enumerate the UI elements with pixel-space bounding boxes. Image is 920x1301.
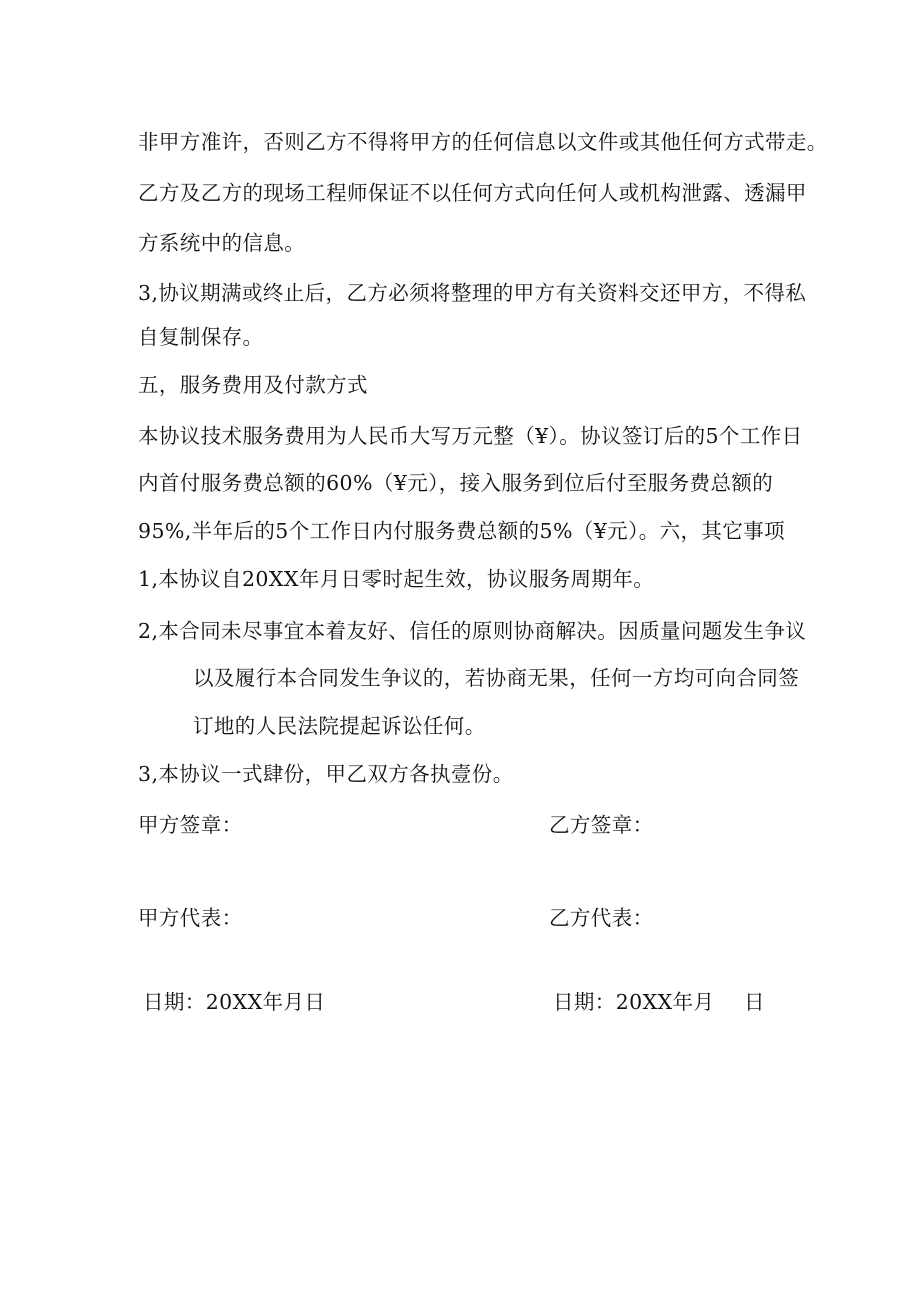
body-line: 自复制保存。: [138, 325, 264, 349]
clause-3-copies: 3,本协议一式肆份，甲乙双方各执壹份。: [138, 762, 514, 786]
body-line: 方系统中的信息。: [138, 231, 306, 255]
section-heading-5: 五，服务费用及付款方式: [138, 373, 368, 397]
party-b-date-day: 日: [744, 990, 765, 1014]
body-line: 内首付服务费总额的60%（¥元），接入服务到位后付至服务费总额的: [138, 471, 774, 495]
body-line: 95%,半年后的5个工作日内付服务费总额的5%（¥元）。六，其它事项: [138, 519, 786, 543]
body-line-indented: 以及履行本合同发生争议的，若协商无果，任何一方均可向合同签: [193, 666, 800, 690]
clause-2: 2,本合同未尽事宜本着友好、信任的原则协商解决。因质量问题发生争议: [138, 619, 807, 643]
body-line-indented: 订地的人民法院提起诉讼任何。: [193, 714, 486, 738]
body-line: 乙方及乙方的现场工程师保证不以任何方式向任何人或机构泄露、透漏甲: [138, 181, 807, 205]
clause-1: 1,本协议自20XX年月日零时起生效，协议服务周期年。: [138, 567, 655, 591]
clause-3: 3,协议期满或终止后，乙方必须将整理的甲方有关资料交还甲方，不得私: [138, 281, 807, 305]
party-b-seal-label: 乙方签章：: [549, 813, 654, 837]
body-line: 本协议技术服务费用为人民币大写万元整（¥）。协议签订后的5个工作日: [138, 424, 803, 448]
party-a-rep-label: 甲方代表：: [138, 906, 243, 930]
party-b-rep-label: 乙方代表：: [549, 906, 654, 930]
body-line: 非甲方准许，否则乙方不得将甲方的任何信息以文件或其他任何方式带走。: [138, 130, 828, 154]
party-a-seal-label: 甲方签章：: [138, 813, 243, 837]
party-b-date: 日期：20XX年月: [553, 990, 715, 1014]
party-a-date: 日期：20XX年月日: [143, 990, 326, 1014]
